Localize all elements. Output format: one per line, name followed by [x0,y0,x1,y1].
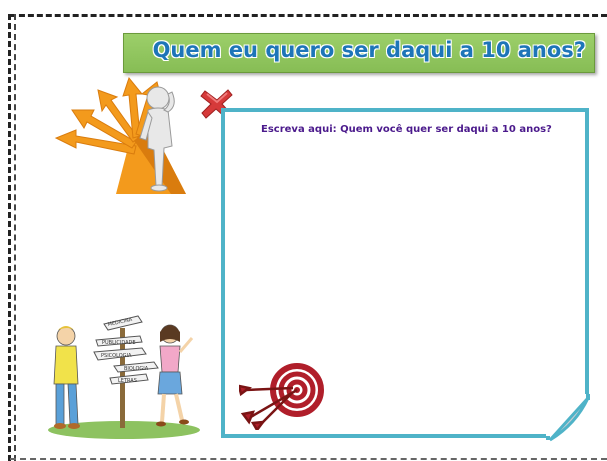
page-frame-left-inner [14,14,16,461]
page-title: Quem eu quero ser daqui a 10 anos? [152,38,586,62]
title-banner [123,33,595,73]
page-frame-bottom [10,458,607,460]
sign-label: MEDICINA [107,316,133,328]
page-frame-left [8,14,11,461]
page-frame-top [10,14,607,17]
writing-card[interactable] [221,108,589,438]
sign-label: BIOLOGIA [124,366,149,372]
sign-label: PUBLICIDADE [102,340,136,346]
sign-label: LETRAS [118,378,137,384]
card-prompt: Escreva aqui: Quem você quer ser daqui a 10 anos? [261,124,552,135]
crossroads-figure-illustration [36,76,206,216]
card-corner-mask [546,394,596,444]
career-signpost-illustration [44,308,200,440]
page-curl-icon [546,394,596,444]
target-icon [239,360,325,430]
sign-label: PSICOLOGIA [101,353,132,359]
